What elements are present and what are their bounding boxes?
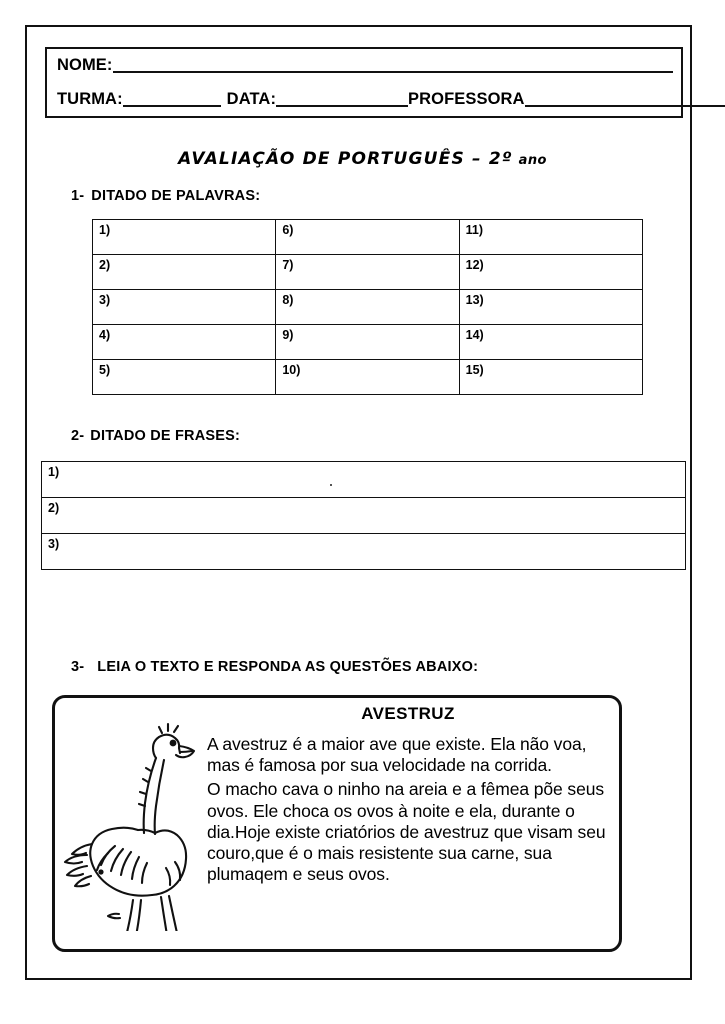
question-1-number: 1-: [71, 188, 85, 204]
page-title-suffix: ano: [518, 153, 547, 168]
data-label: DATA:: [226, 90, 277, 108]
phrase-cell-3[interactable]: 3): [42, 534, 686, 570]
word-cell-3[interactable]: 3): [93, 290, 276, 325]
question-1-heading: [71, 188, 260, 204]
word-cell-2[interactable]: 2): [93, 255, 276, 290]
reading-title: AVESTRUZ: [361, 704, 455, 723]
question-2-heading: [71, 428, 240, 444]
table-row: [93, 360, 643, 395]
data-write-line[interactable]: [276, 104, 408, 107]
table-row: [93, 255, 643, 290]
table-row: [93, 325, 643, 360]
professora-write-line[interactable]: [525, 104, 725, 107]
question-3-heading: [71, 659, 478, 675]
word-cell-4[interactable]: 4): [93, 325, 276, 360]
word-cell-8[interactable]: 8): [276, 290, 459, 325]
turma-data-professora-row: [57, 91, 725, 109]
table-row: [93, 290, 643, 325]
nome-write-line[interactable]: [113, 70, 673, 73]
table-row: [42, 498, 686, 534]
reading-text-box: [52, 695, 622, 952]
question-3-label: LEIA O TEXTO E RESPONDA AS QUESTÕES ABAIXO:: [97, 659, 479, 675]
question-3-number: 3-: [71, 659, 85, 675]
ostrich-illustration-icon: [63, 716, 205, 931]
student-identification-box: [45, 47, 683, 118]
word-cell-10[interactable]: 10): [276, 360, 459, 395]
word-cell-11[interactable]: 11): [459, 220, 642, 255]
reading-paragraph-1: A avestruz é a maior ave que existe. Ela não voa, mas é famosa por sua velocidade na corrida.: [207, 734, 587, 776]
reading-paragraph-2: O macho cava o ninho na areia e a fêmea põe seus ovos. Ele choca os ovos à noite e ela, durante o dia.Hoje existe criatórios de avestruz que visam seu couro,que é o mais resistente sua carne, sua plumaqem e seus ovos.: [207, 779, 606, 885]
dictation-phrases-table: [41, 461, 686, 570]
nome-row: [57, 57, 673, 75]
word-cell-14[interactable]: 14): [459, 325, 642, 360]
question-2-label: DITADO DE FRASES:: [90, 428, 241, 444]
table-row: [93, 220, 643, 255]
word-cell-5[interactable]: 5): [93, 360, 276, 395]
reading-body: [207, 734, 613, 886]
nome-label: NOME:: [57, 56, 113, 74]
turma-label: TURMA:: [57, 90, 123, 108]
question-2-number: 2-: [71, 428, 85, 444]
turma-write-line[interactable]: [123, 104, 221, 107]
word-cell-6[interactable]: 6): [276, 220, 459, 255]
professora-label: PROFESSORA: [408, 90, 525, 108]
question-1-label: DITADO DE PALAVRAS:: [91, 188, 261, 204]
phrase-cell-1[interactable]: 1): [42, 462, 686, 498]
word-cell-1[interactable]: 1): [93, 220, 276, 255]
word-cell-7[interactable]: 7): [276, 255, 459, 290]
word-cell-13[interactable]: 13): [459, 290, 642, 325]
phrase-cell-2[interactable]: 2): [42, 498, 686, 534]
word-cell-12[interactable]: 12): [459, 255, 642, 290]
scan-artifact-dot: [330, 484, 332, 486]
page-title-main: AVALIAÇÃO DE PORTUGUÊS – 2º: [178, 149, 513, 169]
dictation-words-table: [92, 219, 643, 395]
table-row: [42, 534, 686, 570]
word-cell-9[interactable]: 9): [276, 325, 459, 360]
word-cell-15[interactable]: 15): [459, 360, 642, 395]
table-row: [42, 462, 686, 498]
page-title: [0, 149, 725, 169]
